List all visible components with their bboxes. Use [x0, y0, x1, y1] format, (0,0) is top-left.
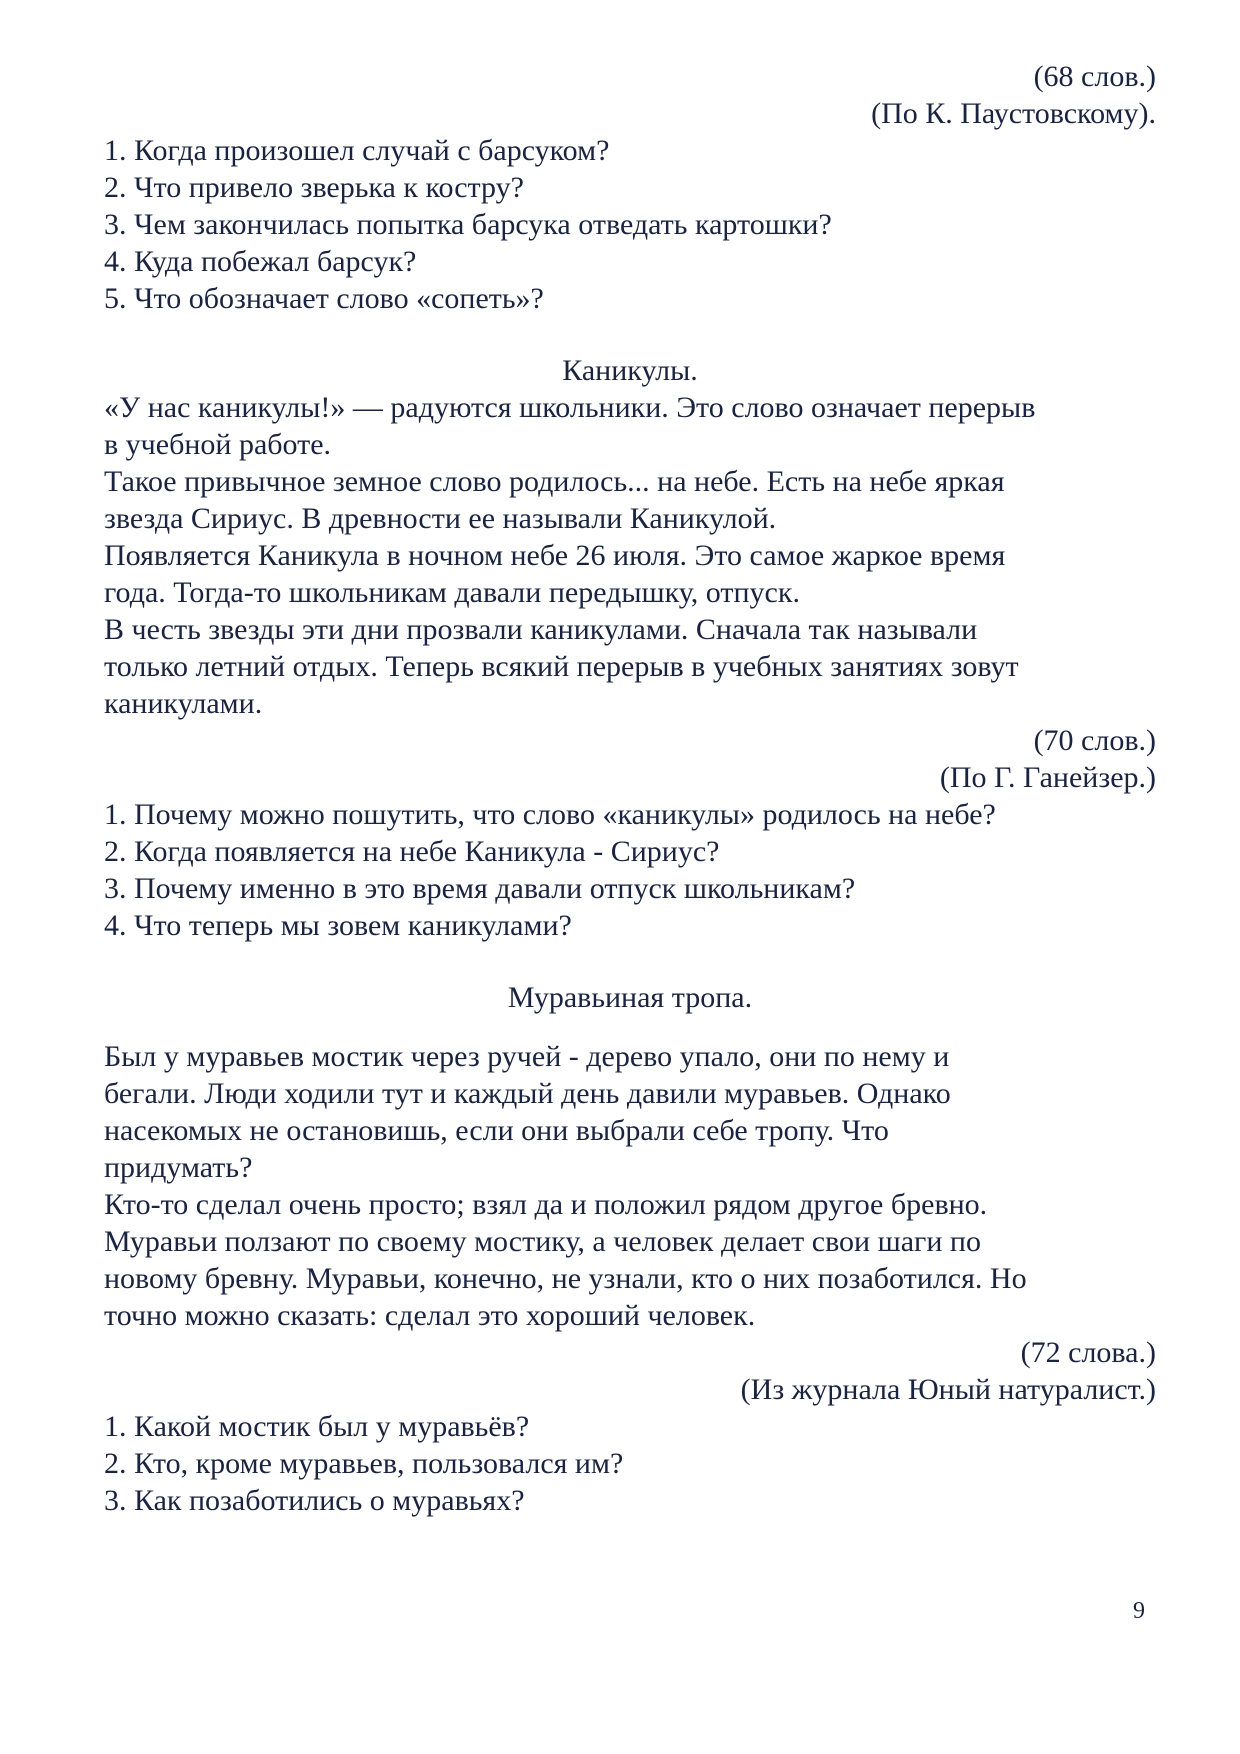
spacer: [104, 317, 1156, 352]
section-title: Каникулы.: [562, 354, 698, 387]
section-3: [104, 979, 1156, 1519]
text-line: Появляется Каникула в ночном небе 26 июля. Это самое жаркое время: [104, 539, 1006, 572]
question-item: 4. Куда побежал барсук?: [104, 245, 417, 278]
spacer: [104, 1016, 1156, 1038]
section-1: [104, 58, 1156, 317]
question-item: 3. Чем закончилась попытка барсука отведать картошки?: [104, 208, 832, 241]
text-line: новому бревну. Муравьи, конечно, не узнали, кто о них позаботился. Но: [104, 1262, 1027, 1295]
section-title: Муравьиная тропа.: [507, 981, 753, 1014]
question-item: 2. Когда появляется на небе Каникула - Сириус?: [104, 835, 720, 868]
question-list: [104, 796, 1156, 944]
document-page: [104, 58, 1156, 1519]
question-item: 1. Когда произошел случай с барсуком?: [104, 134, 610, 167]
text-line: каникулами.: [104, 687, 263, 720]
attribution: (Из журнала Юный натуралист.): [740, 1373, 1156, 1406]
text-line: года. Тогда-то школьникам давали передышку, отпуск.: [104, 576, 800, 609]
word-count: (72 слова.): [1020, 1336, 1156, 1369]
text-line: Такое привычное земное слово родилось... на небе. Есть на небе яркая: [104, 465, 1005, 498]
text-line: придумать?: [104, 1151, 253, 1184]
question-item: 2. Кто, кроме муравьев, пользовался им?: [104, 1447, 624, 1480]
text-line: точно можно сказать: сделал это хороший человек.: [104, 1299, 756, 1332]
text-line: Кто-то сделал очень просто; взял да и положил рядом другое бревно.: [104, 1188, 988, 1221]
question-item: 3. Почему именно в это время давали отпуск школьникам?: [104, 872, 856, 905]
attribution: (По К. Паустовскому).: [871, 97, 1156, 130]
text-line: Муравьи ползают по своему мостику, а человек делает свои шаги по: [104, 1225, 981, 1258]
spacer: [104, 944, 1156, 979]
page-number: 9: [1133, 1598, 1145, 1624]
text-line: «У нас каникулы!» — радуются школьники. Это слово означает перерыв: [104, 391, 1036, 424]
question-item: 2. Что привело зверька к костру?: [104, 171, 524, 204]
question-list: [104, 1408, 1156, 1519]
question-list: [104, 132, 1156, 317]
text-line: только летний отдых. Теперь всякий перерыв в учебных занятиях зовут: [104, 650, 1019, 683]
text-line: звезда Сириус. В древности ее называли Каникулой.: [104, 502, 777, 535]
text-line: Был у муравьев мостик через ручей - дерево упало, они по нему и: [104, 1040, 950, 1073]
body-text: [104, 1038, 1156, 1334]
question-item: 5. Что обозначает слово «сопеть»?: [104, 282, 544, 315]
text-line: В честь звезды эти дни прозвали каникулами. Сначала так называли: [104, 613, 978, 646]
text-line: бегали. Люди ходили тут и каждый день давили муравьев. Однако: [104, 1077, 951, 1110]
question-item: 1. Почему можно пошутить, что слово «каникулы» родилось на небе?: [104, 798, 996, 831]
question-item: 3. Как позаботились о муравьях?: [104, 1484, 525, 1517]
word-count: (68 слов.): [1033, 60, 1156, 93]
text-line: в учебной работе.: [104, 428, 332, 461]
section-2: [104, 352, 1156, 944]
question-item: 4. Что теперь мы зовем каникулами?: [104, 909, 572, 942]
body-text: [104, 389, 1156, 722]
attribution: (По Г. Ганейзер.): [939, 761, 1156, 794]
text-line: насекомых не остановишь, если они выбрали себе тропу. Что: [104, 1114, 889, 1147]
word-count: (70 слов.): [1033, 724, 1156, 757]
question-item: 1. Какой мостик был у муравьёв?: [104, 1410, 530, 1443]
